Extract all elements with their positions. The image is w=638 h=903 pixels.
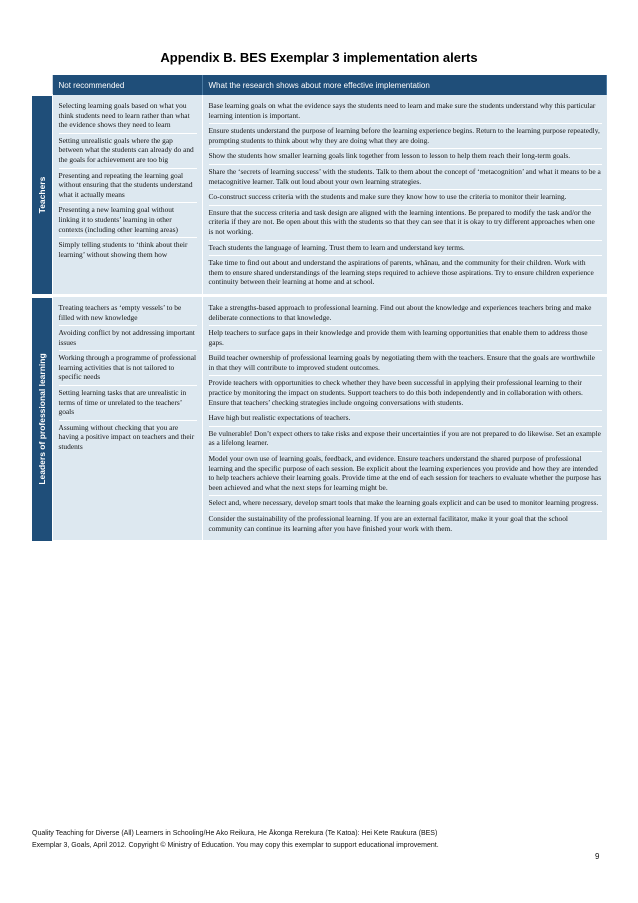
research-item: Take time to find out about and understand the aspirations of parents, whānau, and the community for their children. Work with them to ensure shared understandings of the learning steps required to achieve those aspirations. Try to ensure children experience continuity between their learning at home and at school. xyxy=(208,258,594,287)
not-recommended-cell xyxy=(52,297,202,541)
research-item: Have high but realistic expectations of teachers. xyxy=(209,411,602,427)
not-recommended-item: Simply telling students to ‘think about their learning’ without showing them how xyxy=(58,240,188,259)
research-item: Consider the sustainability of the professional learning. If you are an external facilitator, make it your goal that the school community can continue its learning after you have finished your work with them. xyxy=(208,514,568,533)
not-recommended-cell xyxy=(52,95,202,294)
not-recommended-item: Selecting learning goals based on what you think students need to learn rather than what the evidence shows they need to learn xyxy=(59,99,197,134)
research-item: Be vulnerable! Don’t expect others to take risks and expose their uncertainties if you are not prepared to do likewise. Set an example as a lifelong learner. xyxy=(209,427,602,452)
page-footer xyxy=(32,828,592,852)
research-item: Teach students the language of learning. Trust them to learn and understand key terms. xyxy=(209,241,602,257)
implementation-alerts-table xyxy=(32,75,607,541)
research-item: Provide teachers with opportunities to check whether they have been successful in applying their professional learning to their practice by monitoring the impact on students. Support teachers to do this both independently and in collaboration with others. Ensure that teachers’ checking strategies include ongoing conversations with students. xyxy=(209,376,602,411)
research-cell xyxy=(202,297,607,541)
footer-line-2: Exemplar 3, Goals, April 2012. Copyright © Ministry of Education. You may copy this exemplar to support educational improvement. xyxy=(32,842,439,849)
header-research: What the research shows about more effective implementation xyxy=(202,75,607,95)
research-cell xyxy=(202,95,607,294)
not-recommended-item: Treating teachers as ‘empty vessels’ to be filled with new knowledge xyxy=(59,301,197,326)
footer-line-1: Quality Teaching for Diverse (All) Learners in Schooling/He Ako Reikura, He Ākonga Rerekura (Te Katoa): Hei Kete Raukura (BES) xyxy=(32,830,438,837)
not-recommended-item: Presenting a new learning goal without linking it to students’ learning in other contexts (including other learning areas) xyxy=(59,203,197,238)
research-item: Help teachers to surface gaps in their knowledge and provide them with learning opportunities that enable them to address those gaps. xyxy=(209,326,602,351)
table-header-row xyxy=(32,75,607,95)
section-teachers xyxy=(32,95,607,294)
research-item: Base learning goals on what the evidence says the students need to learn and make sure the students understand why this particular learning intention is important. xyxy=(209,99,602,124)
section-label-teachers: Teachers xyxy=(36,176,47,214)
not-recommended-item: Working through a programme of professional learning activities that is not tailored to specific needs xyxy=(59,351,197,386)
research-item: Share the ‘secrets of learning success’ with the students. Talk to them about the concept of ‘metacognition’ and what it means to be a metacognitive learner. Talk out loud about your own learning strategies. xyxy=(209,165,602,190)
research-item: Show the students how smaller learning goals link together from lesson to lesson to help them reach their long-term goals. xyxy=(209,149,602,165)
not-recommended-item: Setting learning tasks that are unrealistic in terms of time or unrelated to the teachers’ goals xyxy=(59,386,197,421)
research-item: Ensure that the success criteria and task design are aligned with the learning intentions. Be prepared to modify the task and/or the criteria if they are not. Be open about this with the students so that they can see that it is okay to try different approaches when one is not working. xyxy=(209,206,602,241)
research-item: Build teacher ownership of professional learning goals by negotiating them with the teachers. Ensure that the goals are worthwhile in that they will contribute to improved student outcomes. xyxy=(209,351,602,376)
research-item: Model your own use of learning goals, feedback, and evidence. Ensure teachers understand the shared purpose of professional learning and the specific purpose of each session. Be explicit about the learning experiences you provide and how they are intended to help teachers achieve their learning goals. Provide time at the end of each session for teachers to evaluate whether the purpose has been achieved and what the next steps for learning might be. xyxy=(209,452,602,496)
header-not-recommended: Not recommended xyxy=(52,75,202,95)
research-item: Select and, where necessary, develop smart tools that make the learning goals explicit and can be used to monitor learning progress. xyxy=(209,496,602,512)
research-item: Co-construct success criteria with the students and make sure they know how to use the criteria to monitor their learning. xyxy=(209,190,602,206)
section-leaders xyxy=(32,297,607,541)
research-item: Ensure students understand the purpose of learning before the learning experience begins. Return to the learning purpose repeatedly, prompting students to think about why they are doing what they are doing. xyxy=(209,124,602,149)
not-recommended-item: Assuming without checking that you are having a positive impact on teachers and their students xyxy=(58,422,195,452)
section-label-cell xyxy=(32,297,52,541)
header-corner xyxy=(32,75,52,95)
research-item: Take a strengths-based approach to professional learning. Find out about the knowledge and experiences teachers bring and make deliberate connections to that knowledge. xyxy=(209,301,602,326)
section-label-leaders: Leaders of professional learning xyxy=(36,353,47,485)
section-label-cell xyxy=(32,95,52,294)
not-recommended-item: Presenting and repeating the learning goal without ensuring that the students understand what it actually means xyxy=(59,169,197,204)
not-recommended-item: Avoiding conflict by not addressing important issues xyxy=(59,326,197,351)
not-recommended-item: Setting unrealistic goals where the gap between what the students can already do and the goals for achievement are too big xyxy=(59,134,197,169)
page-title: Appendix B. BES Exemplar 3 implementation alerts xyxy=(160,50,478,65)
page-number: 9 xyxy=(595,852,600,861)
